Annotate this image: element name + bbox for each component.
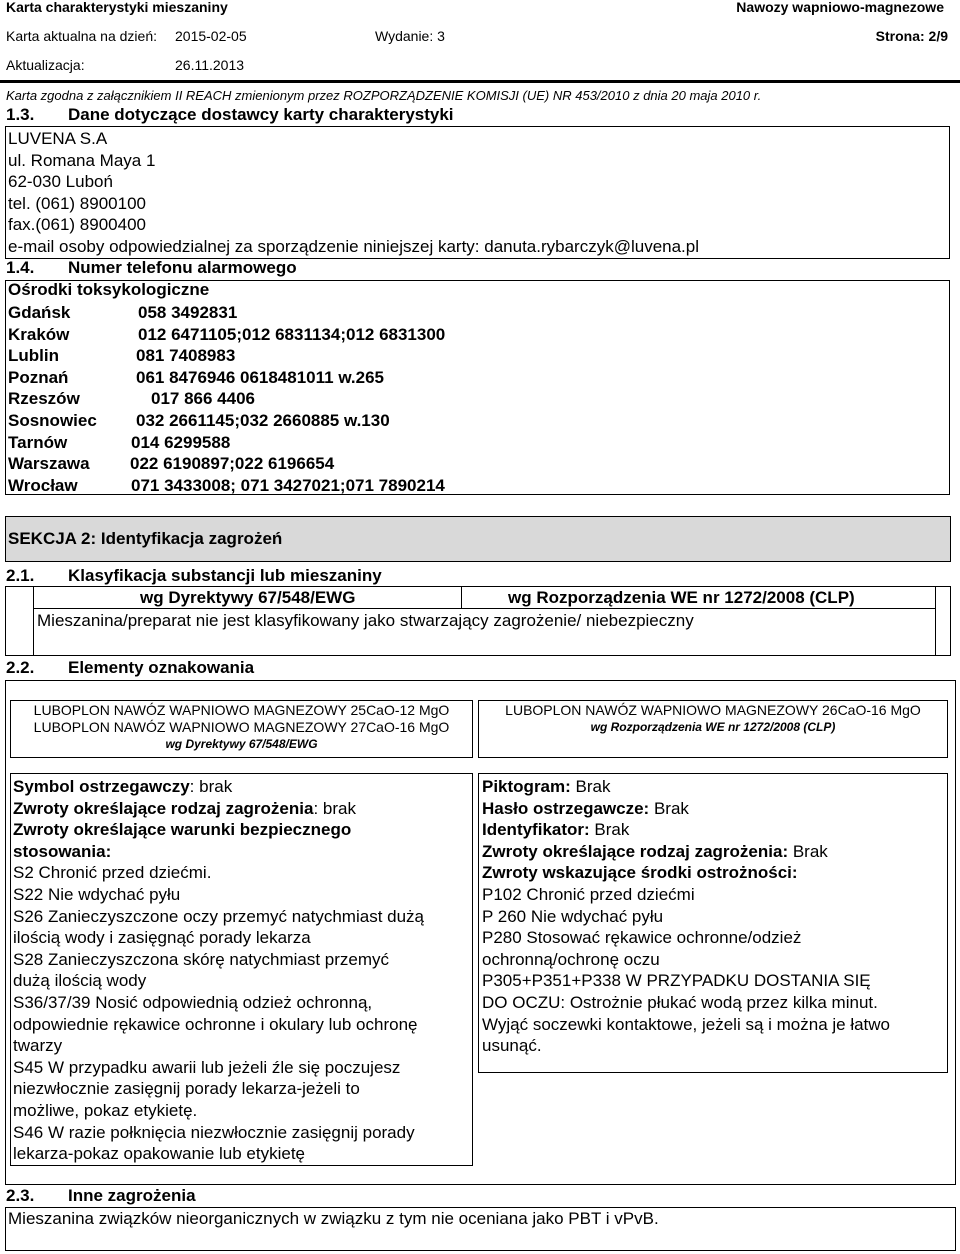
s-phrase: S45 W przypadku awarii lub jeżeli źle się poczujesz — [13, 1057, 401, 1077]
center-phone: 058 3492831 — [138, 303, 238, 322]
identifier-row — [482, 819, 890, 841]
column-header-clp: wg Rozporządzenia WE nr 1272/2008 (CLP) — [508, 588, 855, 607]
supplier-name: LUVENA S.A — [8, 129, 108, 148]
center-phone: 022 6190897;022 6196654 — [130, 454, 335, 474]
s-phrase: S46 W razie połknięcia niezwłocznie zasięgnij porady — [13, 1122, 415, 1142]
s-phrase: lekarza-pokaz opakowanie lub etykietę — [13, 1144, 306, 1164]
p-phrase: Wyjąć soczewki kontaktowe, jeżeli są i można je łatwo — [482, 1014, 891, 1034]
center-row — [8, 475, 445, 497]
toxicology-list — [8, 302, 445, 496]
hazard-statement-row — [482, 841, 890, 863]
p-phrase: P305+P351+P338 W PRZYPADKU DOSTANIA SIĘ — [482, 971, 871, 991]
center-row — [8, 367, 445, 389]
supplier-street: ul. Romana Maya 1 — [8, 150, 156, 170]
supplier-city: 62-030 Luboń — [8, 172, 113, 192]
section-2-2-number: 2.2. — [6, 658, 35, 677]
hazard-label: Zwroty określające rodzaj zagrożenia — [13, 798, 314, 818]
center-city: Gdańsk — [8, 303, 71, 322]
right-body-text — [482, 776, 890, 1057]
center-city: Sosnowiec — [8, 410, 97, 430]
header-rule — [0, 80, 960, 83]
center-phone: 061 8476946 0618481011 w.265 — [136, 367, 385, 387]
center-city: Poznań — [8, 367, 69, 387]
s-phrase: niezwłocznie zasięgnij porady lekarza-jeżeli to — [13, 1079, 360, 1099]
edition: Wydanie: 3 — [375, 28, 445, 44]
section-1-4-number: 1.4. — [6, 258, 35, 277]
center-phone: 071 3433008; 071 3427021;071 7890214 — [131, 475, 445, 495]
section-2-2-title: Elementy oznakowania — [68, 658, 255, 677]
center-city: Kraków — [8, 324, 70, 344]
section-2-3-number: 2.3. — [6, 1186, 35, 1205]
section-2-1-number: 2.1. — [6, 566, 35, 585]
p-phrase: P102 Chronić przed dziećmi — [482, 884, 695, 904]
center-row — [8, 453, 445, 475]
center-city: Tarnów — [8, 432, 68, 452]
center-city: Lublin — [8, 346, 59, 366]
signal-word-value: Brak — [649, 798, 689, 818]
s-phrase: S22 Nie wdychać pyłu — [13, 884, 181, 904]
column-divider — [461, 586, 462, 608]
s-phrase: dużą ilością wody — [13, 971, 147, 991]
center-phone: 014 6299588 — [131, 432, 231, 452]
center-city: Warszawa — [8, 454, 90, 474]
signal-word-label: Hasło ostrzegawcze: — [482, 798, 650, 818]
other-hazards-text: Mieszanina związków nieorganicznych w związku z tym nie oceniana jako PBT i vPvB. — [8, 1209, 659, 1228]
supplier-details — [8, 128, 699, 258]
center-row — [8, 302, 445, 324]
precaution-label: Zwroty wskazujące środki ostrożności: — [482, 863, 798, 883]
center-row — [8, 345, 445, 367]
signal-word-row — [482, 798, 890, 820]
document-title: Karta charakterystyki mieszaniny — [6, 0, 228, 15]
pictogram-row — [482, 776, 890, 798]
hazard-row — [13, 798, 424, 820]
right-header-text — [478, 702, 948, 736]
s-phrase: twarzy — [13, 1036, 63, 1056]
column-header-directive: wg Dyrektywy 67/548/EWG — [140, 588, 356, 607]
toxicology-heading: Ośrodki toksykologiczne — [8, 280, 210, 299]
p-phrase: usunąć. — [482, 1036, 542, 1056]
left-body-text — [13, 776, 424, 1165]
safety-label-cont: stosowania: — [13, 841, 112, 861]
s-phrase: możliwe, pokaz etykietę. — [13, 1100, 198, 1120]
section-1-3-number: 1.3. — [6, 105, 35, 124]
center-phone: 017 866 4406 — [151, 389, 255, 409]
symbol-label: Symbol ostrzegawczy — [13, 777, 190, 796]
supplier-phone: tel. (061) 8900100 — [8, 193, 146, 213]
left-header-text — [10, 702, 473, 753]
s-phrase: S26 Zanieczyszczone oczy przemyć natychmiast dużą — [13, 906, 425, 926]
supplier-email: e-mail osoby odpowiedzialnej za sporządzenie niniejszej karty: danuta.rybarczyk@luvena.pl — [8, 236, 700, 256]
product-line: LUBOPLON NAWÓZ WAPNIOWO MAGNEZOWY 27CaO-16 MgO — [33, 719, 450, 735]
section-2-3-title: Inne zagrożenia — [68, 1186, 196, 1205]
p-phrase: ochronną/ochronę oczu — [482, 949, 660, 969]
center-city: Rzeszów — [8, 389, 80, 409]
update-label: Aktualizacja: — [6, 57, 85, 73]
center-city: Wrocław — [8, 475, 78, 495]
safety-label: Zwroty określające warunki bezpiecznego — [13, 820, 352, 840]
s-phrase: S36/37/39 Nosić odpowiednią odzież ochronną, — [13, 992, 373, 1012]
clp-note: wg Rozporządzenia WE nr 1272/2008 (CLP) — [590, 720, 836, 734]
section-1-3-title: Dane dotyczące dostawcy karty charakterystyki — [68, 105, 454, 124]
section-2-1-title: Klasyfikacja substancji lub mieszaniny — [68, 566, 382, 585]
pictogram-label: Piktogram: — [482, 777, 571, 796]
product-line: LUBOPLON NAWÓZ WAPNIOWO MAGNEZOWY 26CaO-16 MgO — [505, 702, 921, 718]
symbol-row — [13, 776, 424, 798]
date-label: Karta aktualna na dzień: — [6, 28, 157, 44]
p-phrase: DO OCZU: Ostrożnie płukać wodą przez kilka minut. — [482, 992, 878, 1012]
identifier-label: Identyfikator: — [482, 820, 590, 840]
s-phrase: S2 Chronić przed dziećmi. — [13, 863, 212, 883]
identifier-value: Brak — [589, 820, 630, 840]
date-value: 2015-02-05 — [175, 28, 247, 44]
page-number: Strona: 2/9 — [875, 28, 948, 44]
hazard-statement-label: Zwroty określające rodzaj zagrożenia: — [482, 841, 789, 861]
center-row — [8, 432, 445, 454]
center-row — [8, 388, 445, 410]
directive-note: wg Dyrektywy 67/548/EWG — [165, 737, 318, 751]
section-1-4-title: Numer telefonu alarmowego — [68, 258, 297, 277]
product-name: Nawozy wapniowo-magnezowe — [736, 0, 944, 15]
product-line: LUBOPLON NAWÓZ WAPNIOWO MAGNEZOWY 25CaO-12 MgO — [33, 702, 450, 718]
p-phrase: P 260 Nie wdychać pyłu — [482, 906, 664, 926]
update-value: 26.11.2013 — [175, 57, 245, 73]
center-row — [8, 324, 445, 346]
center-row — [8, 410, 445, 432]
center-phone: 032 2661145;032 2660885 w.130 — [136, 410, 390, 430]
section-2-title: SEKCJA 2: Identyfikacja zagrożeń — [8, 529, 283, 548]
pictogram-value: Brak — [570, 777, 611, 796]
s-phrase: odpowiednie rękawice ochronne i okulary lub ochronę — [13, 1014, 418, 1034]
symbol-value: : brak — [189, 777, 233, 796]
p-phrase: P280 Stosować rękawice ochronne/odzież — [482, 928, 802, 948]
s-phrase: S28 Zanieczyszczona skórę natychmiast przemyć — [13, 949, 390, 969]
compliance-note: Karta zgodna z załącznikiem II REACH zmienionym przez ROZPORZĄDZENIE KOMISJI (UE) NR 453/2010 z dnia 20 maja 2010 r. — [6, 88, 762, 103]
center-phone: 081 7408983 — [136, 346, 236, 366]
classification-statement: Mieszanina/preparat nie jest klasyfikowany jako stwarzający zagrożenie/ niebezpieczny — [37, 611, 694, 630]
s-phrase: ilością wody i zasięgnąć porady lekarza — [13, 928, 311, 948]
center-phone: 012 6471105;012 6831134;012 6831300 — [138, 324, 446, 344]
supplier-fax: fax.(061) 8900400 — [8, 215, 146, 235]
hazard-statement-value: Brak — [788, 841, 828, 861]
hazard-value: : brak — [313, 798, 356, 818]
table-divider — [33, 608, 936, 609]
